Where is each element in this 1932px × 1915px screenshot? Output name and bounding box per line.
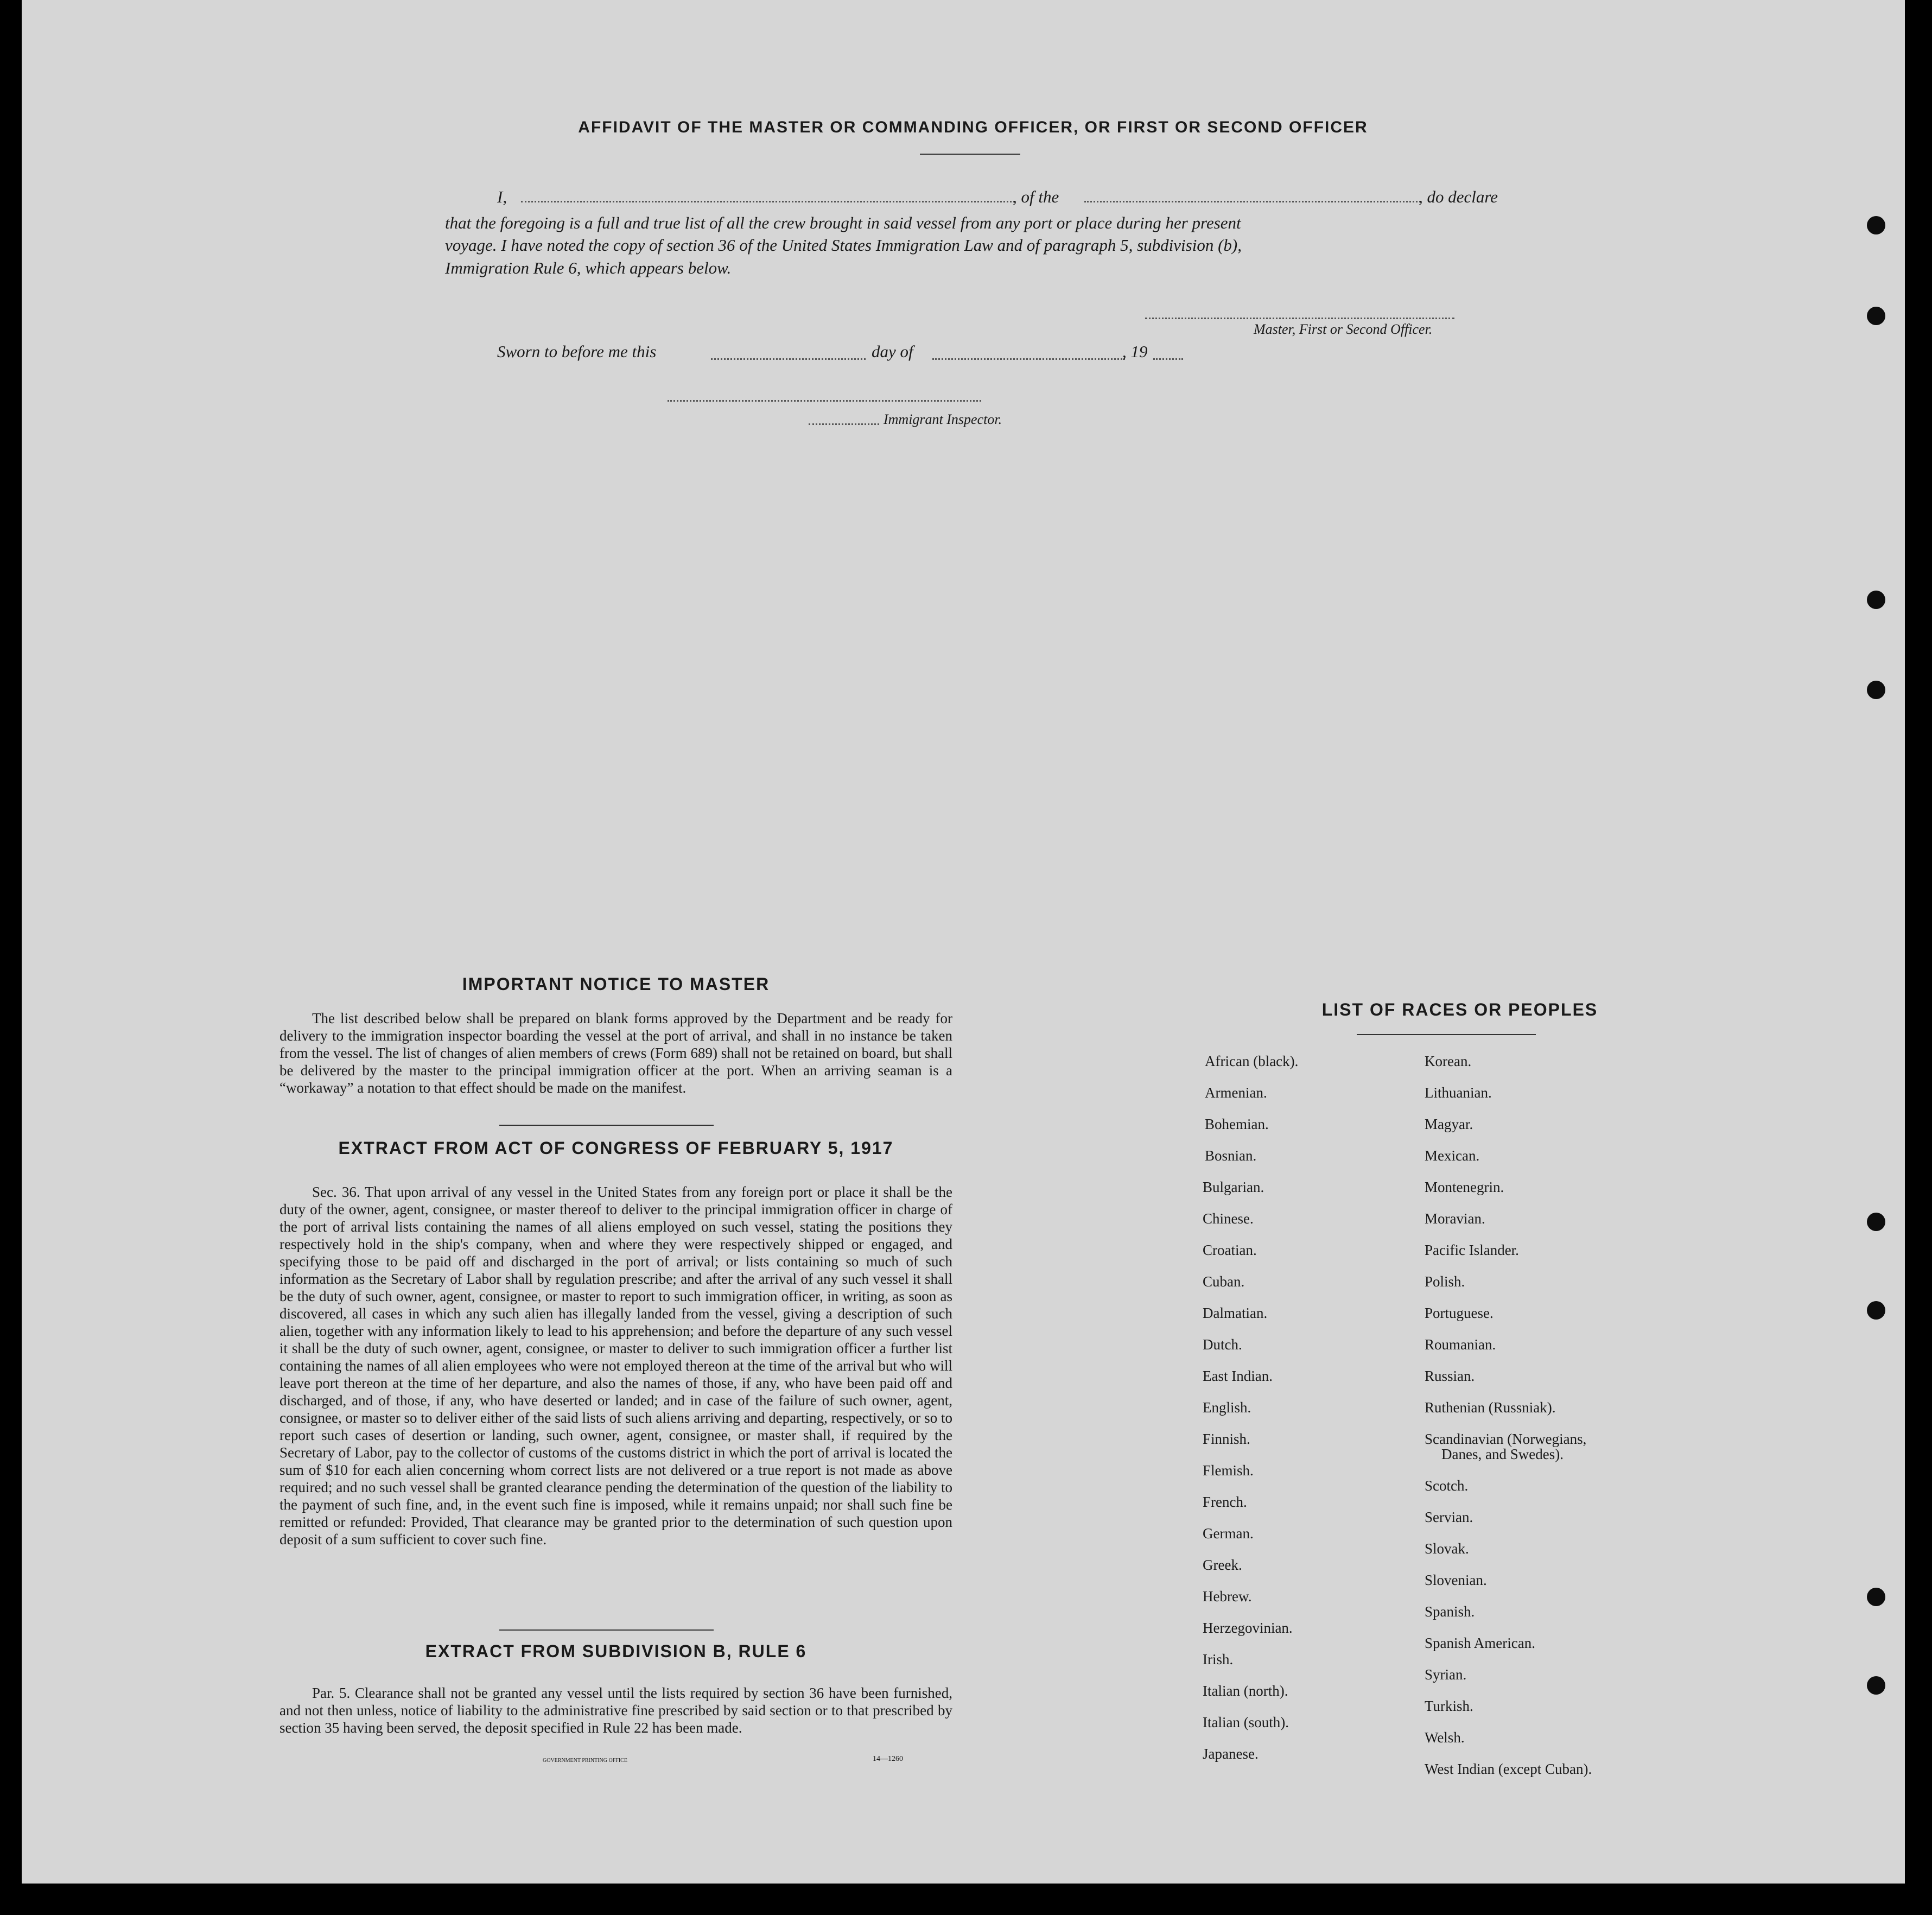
affidavit-title: AFFIDAVIT OF THE MASTER OR COMMANDING OFFICER, OR FIRST OR SECOND OFFICER [578, 118, 1368, 136]
sworn-month-line[interactable] [932, 358, 1125, 360]
rule-extract-title: EXTRACT FROM SUBDIVISION B, RULE 6 [425, 1641, 807, 1661]
binder-hole [1867, 216, 1885, 234]
race-item: German. [1203, 1525, 1254, 1542]
section-rule [499, 1629, 714, 1631]
affidavit-body-line-3: Immigration Rule 6, which appears below. [445, 258, 732, 277]
race-item: Pacific Islander. [1425, 1242, 1519, 1258]
race-item: Moravian. [1425, 1210, 1485, 1227]
race-item: African (black). [1205, 1053, 1299, 1069]
affidavit-of-the: , of the [1013, 187, 1059, 206]
race-item: Ruthenian (Russniak). [1425, 1399, 1556, 1416]
race-item: Bosnian. [1205, 1147, 1257, 1164]
race-item: Slovak. [1425, 1540, 1469, 1557]
race-item: Cuban. [1203, 1273, 1245, 1290]
race-item: Roumanian. [1425, 1336, 1496, 1353]
notice-text: The list described below shall be prepared on blank forms approved by the Department and be ready for delivery to the immigration inspector boarding the vessel at the port of arrival, and shall in no instance be taken from the vessel. The list of changes of alien members of crews (Form 689) shall not be retained on board, but shall be delivered by the master to the principal immigration officer at the port. When an arriving seaman is a “workaway” a notation to that effect should be made on the manifest. [279, 1010, 952, 1096]
race-item: Syrian. [1425, 1666, 1467, 1683]
race-item: Bohemian. [1205, 1116, 1269, 1132]
affidavit-i-label: I, [497, 187, 507, 206]
affidavit-body-line-1: that the foregoing is a full and true list of all the crew brought in said vessel from any port or place during her present [445, 213, 1241, 232]
race-item: Chinese. [1203, 1210, 1254, 1227]
race-item: Italian (south). [1203, 1714, 1289, 1730]
race-item: Flemish. [1203, 1462, 1254, 1479]
binder-hole [1867, 1588, 1885, 1606]
binder-hole [1867, 1676, 1885, 1695]
race-item: Spanish American. [1425, 1635, 1535, 1651]
race-item: Herzegovinian. [1203, 1620, 1293, 1636]
form-number: 14—1260 [873, 1755, 903, 1763]
title-rule [920, 154, 1020, 155]
master-signature-label: Master, First or Second Officer. [1254, 321, 1433, 337]
sworn-year-line[interactable] [1153, 358, 1183, 360]
race-item: Welsh. [1425, 1729, 1465, 1746]
document-page [22, 0, 1905, 1884]
binder-hole [1867, 591, 1885, 609]
inspector-prefix-line [809, 423, 879, 425]
master-signature-line[interactable] [1145, 318, 1454, 319]
race-item: Hebrew. [1203, 1588, 1252, 1605]
act-extract-title: EXTRACT FROM ACT OF CONGRESS OF FEBRUARY 5, 1917 [338, 1138, 894, 1158]
name-blank-line[interactable] [521, 201, 1015, 202]
race-item: Croatian. [1203, 1242, 1257, 1258]
binder-hole [1867, 681, 1885, 699]
printer-imprint: GOVERNMENT PRINTING OFFICE [543, 1758, 627, 1764]
race-item: Magyar. [1425, 1116, 1473, 1132]
rule-extract-text: Par. 5. Clearance shall not be granted any vessel until the lists required by section 36 have been furnished, and not then unless, notice of liability to the administrative fine prescribed by said section or to that prescribed by section 35 having been served, the deposit specified in Rule 22 has been made. [279, 1685, 952, 1736]
race-item: Armenian. [1205, 1085, 1267, 1101]
race-item: Servian. [1425, 1509, 1473, 1525]
act-extract-text: Sec. 36. That upon arrival of any vessel in the United States from any foreign port or place it shall be the duty of the owner, agent, consignee, or master thereof to deliver to the principal immigration officer in charge of the port of arrival lists containing the names of all aliens employed on such vessel, stating the positions they respectively hold in the ship's company, when and where they were respectively shipped or engaged, and specifying those to be paid off and discharged in the port of arrival; or lists containing so much of such information as the Secretary of Labor shall by regulation prescribe; and after the arrival of any such vessel it shall be the duty of such owner, agent, consignee, or master to report to such immigration officer, in writing, as soon as discovered, all cases in which any such alien has illegally landed from the vessel, giving a description of such alien, together with any information likely to lead to his apprehension; and before the departure of any such vessel it shall be the duty of such owner, agent, consignee, or master to deliver to such immigration officer a further list containing the names of all alien employees who were not employed thereon at the time of the arrival but who will leave port thereon at the time of her departure, and also the names of those, if any, who have been paid off and discharged, and of those, if any, who have deserted or landed; and in case of the failure of such owner, agent, consignee, or master so to deliver either of the said lists of such aliens arriving and departing, respectively, or so to report such cases of desertion or landing, such owner, agent, consignee, or master shall, if required by the Secretary of Labor, pay to the collector of customs of the customs district in which the port of arrival is located the sum of $10 for each alien concerning whom correct lists are not delivered or a true report is not made as above required; and no such vessel shall be granted clearance pending the determination of the question of the liability to the payment of such fine, and, in the event such fine is imposed, while it remains unpaid; nor shall such fine be remitted or refunded: Provided, That clearance may be granted prior to the determination of such question upon deposit of a sum sufficient to cover such fine. [279, 1184, 952, 1548]
inspector-signature-line[interactable] [668, 400, 981, 402]
race-item: Korean. [1425, 1053, 1472, 1069]
race-item: Montenegrin. [1425, 1179, 1504, 1195]
vessel-blank-line[interactable] [1084, 201, 1421, 202]
section-rule [499, 1125, 714, 1126]
race-item: Lithuanian. [1425, 1085, 1492, 1101]
races-title-rule [1357, 1034, 1536, 1035]
race-item: Polish. [1425, 1273, 1465, 1290]
inspector-label: Immigrant Inspector. [884, 411, 1002, 427]
race-item: Russian. [1425, 1368, 1475, 1384]
race-item: Danes, and Swedes). [1441, 1446, 1564, 1462]
affidavit-body-line-2: voyage. I have noted the copy of section 36 of the United States Immigration Law and of paragraph 5, subdivision (b), [445, 236, 1242, 255]
race-item: Finnish. [1203, 1431, 1250, 1447]
race-item: Scandinavian (Norwegians, [1425, 1431, 1587, 1447]
race-item: Italian (north). [1203, 1683, 1288, 1699]
race-item: French. [1203, 1494, 1247, 1510]
race-item: West Indian (except Cuban). [1425, 1761, 1592, 1777]
affidavit-do-declare: , do declare [1419, 187, 1498, 206]
race-item: English. [1203, 1399, 1251, 1416]
notice-title: IMPORTANT NOTICE TO MASTER [462, 974, 770, 994]
race-item: Bulgarian. [1203, 1179, 1264, 1195]
sworn-year-prefix: , 19 [1122, 342, 1148, 361]
race-item: Dutch. [1203, 1336, 1242, 1353]
sworn-day-of: day of [872, 342, 913, 361]
race-item: Japanese. [1203, 1746, 1259, 1762]
sworn-day-line[interactable] [711, 358, 866, 360]
race-item: Scotch. [1425, 1478, 1469, 1494]
race-item: Irish. [1203, 1651, 1234, 1667]
binder-hole [1867, 307, 1885, 325]
race-item: Spanish. [1425, 1603, 1475, 1620]
binder-hole [1867, 1213, 1885, 1231]
race-item: Dalmatian. [1203, 1305, 1268, 1321]
race-item: East Indian. [1203, 1368, 1273, 1384]
races-title: LIST OF RACES OR PEOPLES [1321, 1000, 1598, 1019]
sworn-label: Sworn to before me this [497, 342, 657, 361]
race-item: Turkish. [1425, 1698, 1473, 1714]
race-item: Mexican. [1425, 1147, 1480, 1164]
race-item: Slovenian. [1425, 1572, 1487, 1588]
race-item: Greek. [1203, 1557, 1242, 1573]
binder-hole [1867, 1301, 1885, 1320]
race-item: Portuguese. [1425, 1305, 1494, 1321]
